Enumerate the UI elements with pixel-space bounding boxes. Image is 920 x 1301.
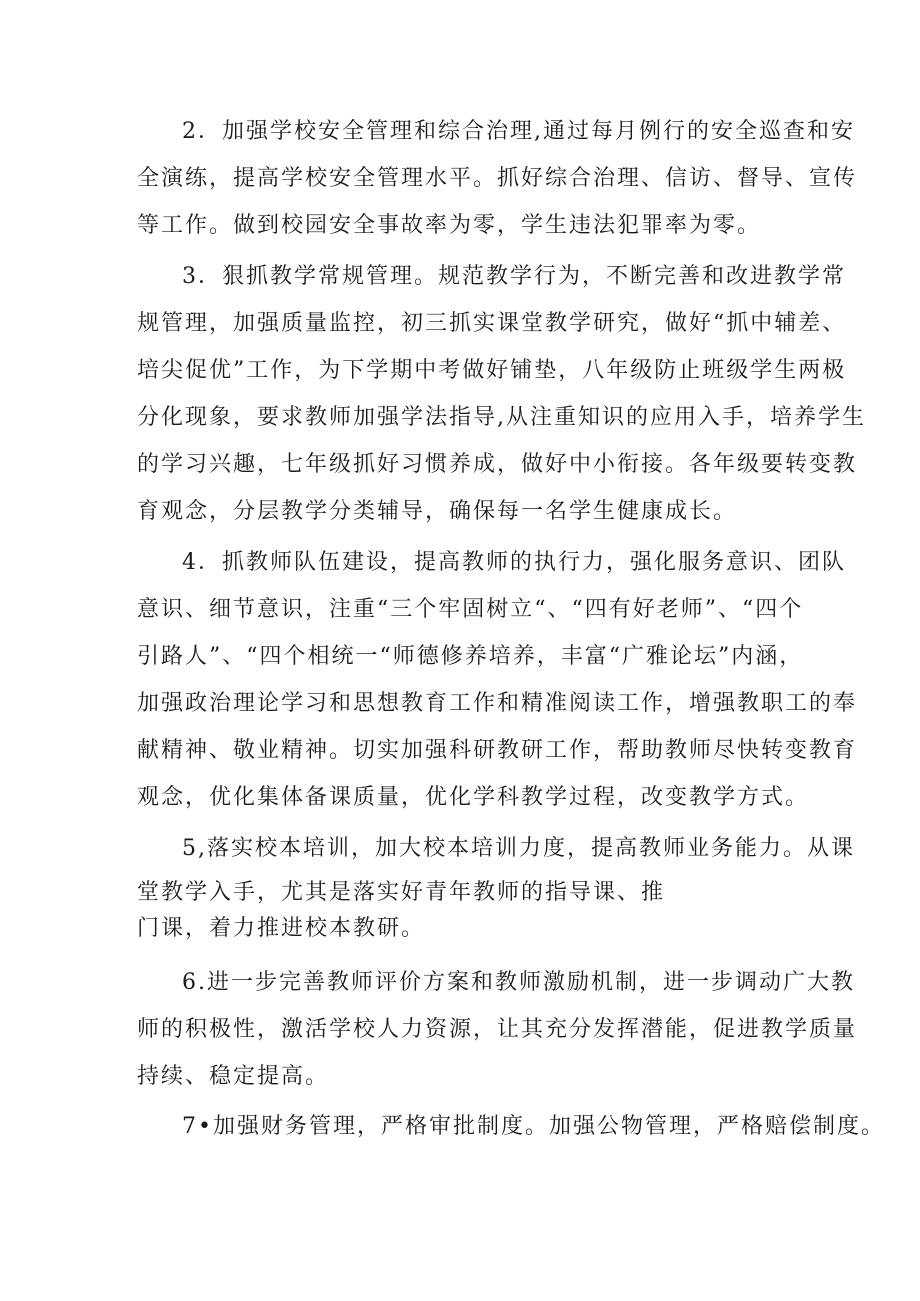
paragraph-4-line-1: 4．抓教师队伍建设，提高教师的执行力，强化服务意识、团队 bbox=[182, 550, 846, 575]
paragraph-6-line-3: 持续、稳定提高。 bbox=[137, 1064, 330, 1089]
paragraph-2-line-2: 全演练，提高学校安全管理水平。抓好综合治理、信访、督导、宣传 bbox=[137, 166, 858, 191]
paragraph-3-line-3: 培尖促优”工作，为下学期中考做好铺垫，八年级防止班级学生两极 bbox=[137, 358, 847, 383]
paragraph-4-line-6: 观念，优化集体备课质量，优化学科教学过程，改变教学方式。 bbox=[137, 785, 810, 810]
paragraph-3-line-4: 分化现象，要求教师加强学法指导,从注重知识的应用入手，培养学生 bbox=[137, 405, 866, 430]
paragraph-6-line-2: 师的积极性，激活学校人力资源，让其充分发挥潜能，促进教学质量 bbox=[137, 1017, 858, 1042]
paragraph-5-line-2: 堂教学入手，尤其是落实好青年教师的指导课、推 bbox=[137, 880, 666, 905]
paragraph-7-line-1: 7•加强财务管理，严格审批制度。加强公物管理，严格赔偿制度。 bbox=[182, 1114, 885, 1139]
paragraph-3-line-2: 规管理，加强质量监控，初三抓实课堂教学研究，做好“抓中辅差、 bbox=[137, 311, 847, 336]
paragraph-4-line-5: 献精神、敬业精神。切实加强科研教研工作，帮助教师尽快转变教育 bbox=[137, 738, 858, 763]
paragraph-5-line-1: 5,落实校本培训，加大校本培训力度，提高教师业务能力。从课 bbox=[182, 836, 855, 861]
paragraph-5-line-3: 门课，着力推进校本教研。 bbox=[137, 916, 426, 941]
paragraph-3-line-6: 育观念，分层教学分类辅导，确保每一名学生健康成长。 bbox=[137, 499, 738, 524]
paragraph-2-line-1: 2．加强学校安全管理和综合治理,通过每月例行的安全巡查和安 bbox=[182, 119, 855, 144]
paragraph-2-line-3: 等工作。做到校园安全事故率为零，学生违法犯罪率为零。 bbox=[137, 213, 762, 238]
paragraph-4-line-4: 加强政治理论学习和思想教育工作和精准阅读工作，增强教职工的奉 bbox=[137, 691, 858, 716]
paragraph-4-line-3: 引路人”、“四个相统一“师德修养培养，丰富“广雅论坛”内涵， bbox=[137, 644, 804, 669]
paragraph-6-line-1: 6.进一步完善教师评价方案和教师激励机制，进一步调动广大教 bbox=[182, 970, 855, 995]
paragraph-4-line-2: 意识、细节意识，注重“三个牢固树立“、“四有好老师”、“四个 bbox=[137, 597, 804, 622]
paragraph-3-line-5: 的学习兴趣，七年级抓好习惯养成，做好中小衔接。各年级要转变教 bbox=[137, 452, 858, 477]
paragraph-3-line-1: 3．狠抓教学常规管理。规范教学行为，不断完善和改进教学常 bbox=[182, 264, 846, 289]
